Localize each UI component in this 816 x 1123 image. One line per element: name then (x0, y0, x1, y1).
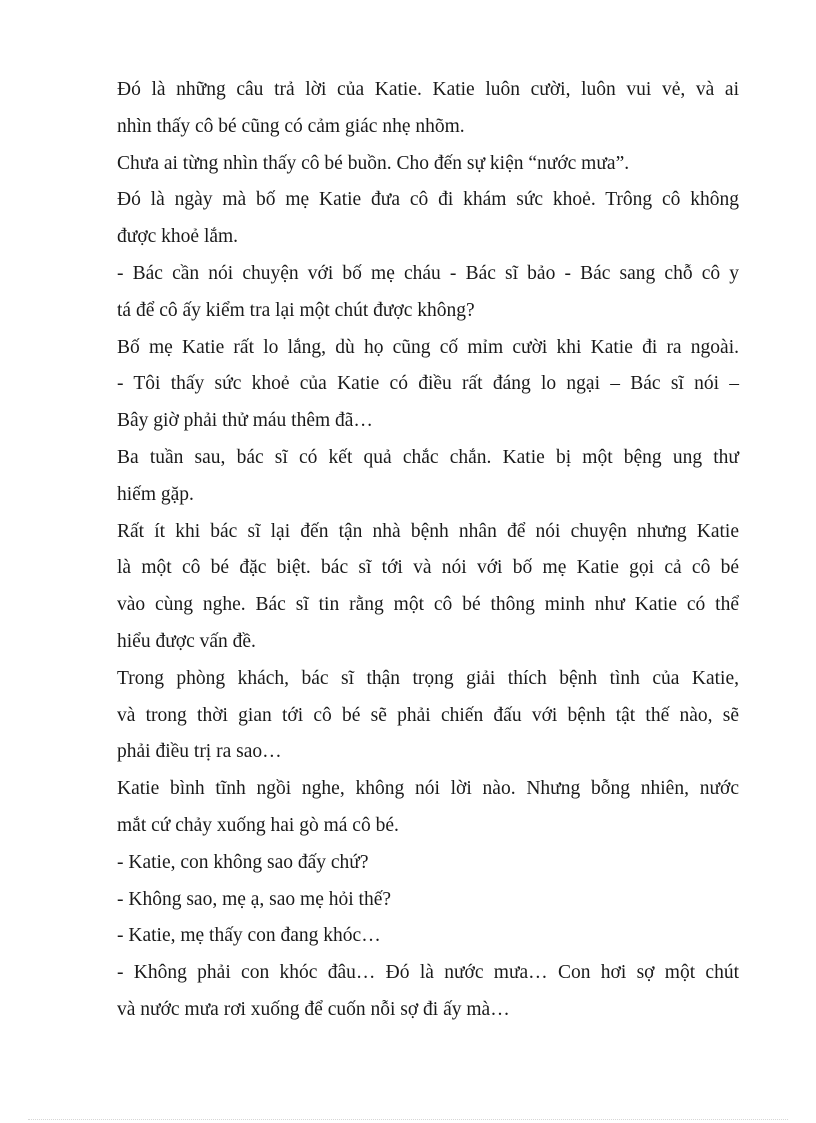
text-line: được khoẻ lắm. (117, 226, 239, 248)
text-line: và nước mưa rơi xuống để cuốn nỗi sợ đi ấy mà… (117, 998, 510, 1020)
text-line: Bố mẹ Katie rất lo lắng, dù họ cũng cố mỉm cười khi Katie đi ra ngoài. (117, 336, 739, 358)
text-line: - Không phải con khóc đâu… Đó là nước mưa… Con hơi sợ một chút (117, 962, 739, 984)
text-line: mắt cứ chảy xuống hai gò má cô bé. (117, 814, 399, 836)
text-line: hiểu được vấn đề. (117, 630, 256, 652)
text-line: phải điều trị ra sao… (117, 741, 282, 763)
text-line: Ba tuần sau, bác sĩ có kết quả chắc chắn. Katie bị một bệng ung thư (117, 446, 739, 468)
text-line: - Không sao, mẹ ạ, sao mẹ hỏi thế? (117, 888, 392, 910)
text-line: Đó là những câu trả lời của Katie. Katie luôn cười, luôn vui vẻ, và ai (117, 79, 739, 100)
story-text (117, 72, 739, 1029)
text-line: - Bác cần nói chuyện với bố mẹ cháu - Bác sĩ bảo - Bác sang chỗ cô y (117, 262, 739, 284)
text-line: vào cùng nghe. Bác sĩ tin rằng một cô bé thông minh như Katie có thể (117, 594, 739, 616)
text-line: là một cô bé đặc biệt. bác sĩ tới và nói với bố mẹ Katie gọi cả cô bé (117, 557, 739, 579)
text-line: Katie bình tĩnh ngồi nghe, không nói lời nào. Nhưng bỗng nhiên, nước (117, 778, 739, 800)
text-line: - Tôi thấy sức khoẻ của Katie có điều rất đáng lo ngại – Bác sĩ nói – (117, 373, 739, 395)
page-bottom-divider (28, 1119, 788, 1120)
text-line: Đó là ngày mà bố mẹ Katie đưa cô đi khám sức khoẻ. Trông cô không (117, 189, 739, 211)
text-line: Trong phòng khách, bác sĩ thận trọng giải thích bệnh tình của Katie, (117, 667, 739, 689)
text-line: - Katie, mẹ thấy con đang khóc… (117, 925, 381, 947)
text-line: nhìn thấy cô bé cũng có cảm giác nhẹ nhõm. (117, 115, 465, 137)
text-line: Rất ít khi bác sĩ lại đến tận nhà bệnh nhân để nói chuyện nhưng Katie (117, 520, 739, 542)
text-line: tá để cô ấy kiểm tra lại một chút được không? (117, 299, 475, 321)
text-line: và trong thời gian tới cô bé sẽ phải chiến đấu với bệnh tật thế nào, sẽ (117, 704, 739, 726)
text-line: Bây giờ phải thử máu thêm đã… (117, 410, 373, 432)
text-line: hiếm gặp. (117, 483, 194, 505)
text-line: Chưa ai từng nhìn thấy cô bé buồn. Cho đến sự kiện “nước mưa”. (117, 152, 630, 174)
text-line: - Katie, con không sao đấy chứ? (117, 851, 369, 873)
